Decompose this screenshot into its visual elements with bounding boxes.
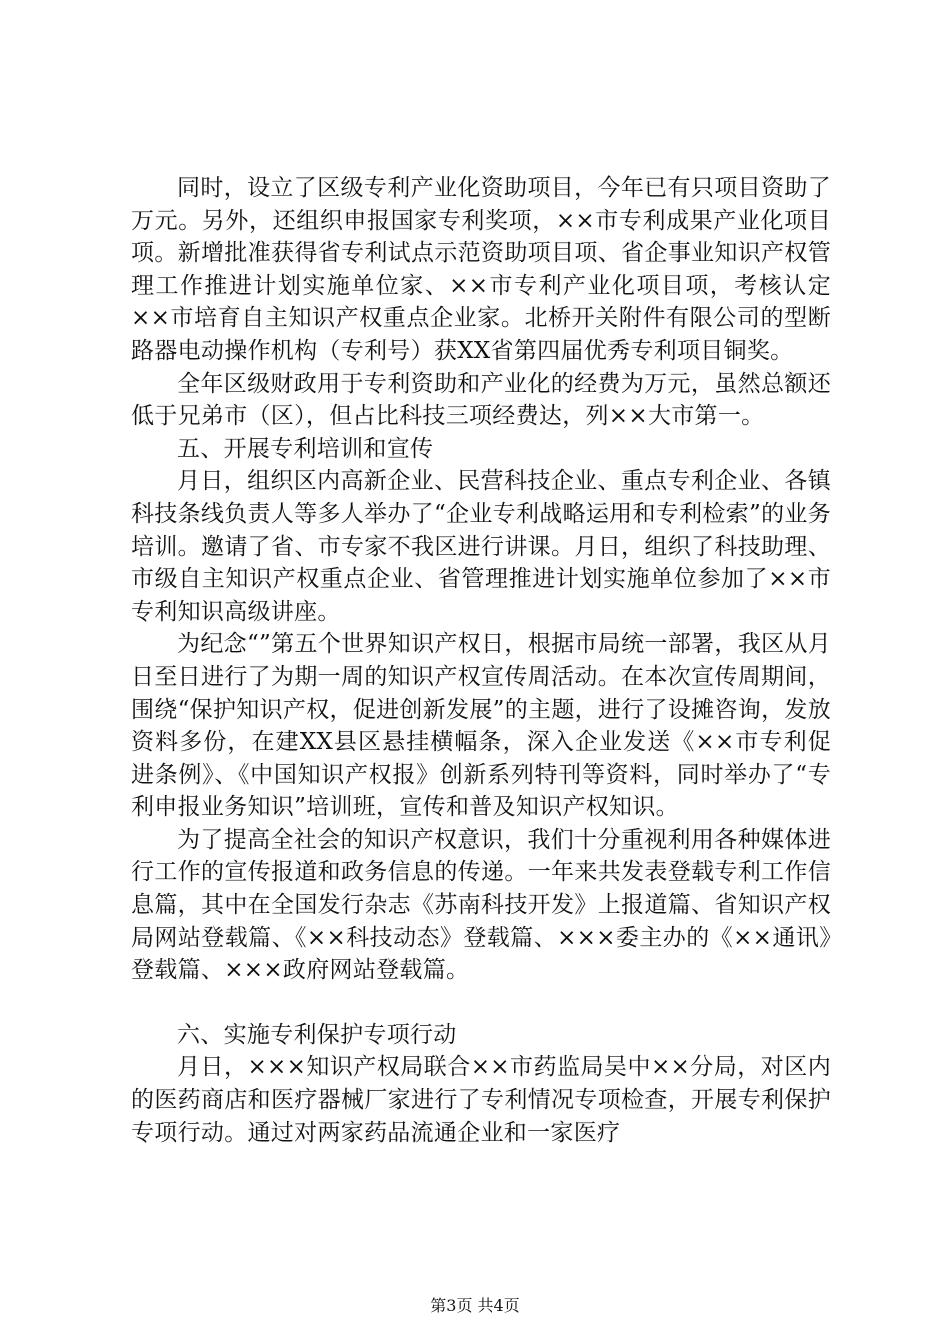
- paragraph-annual-budget: 全年区级财政用于专利资助和产业化的经费为万元，虽然总额还低于兄弟市（区），但占比科技三项经费达，列××大市第一。: [131, 370, 831, 430]
- paragraph-media: 为了提高全社会的知识产权意识，我们十分重视利用各种媒体进行工作的宣传报道和政务信息的传递。一年来共发表登载专利工作信息篇，其中在全国发行杂志《苏南科技开发》上报道篇、省知识产权局网站登载篇、《××科技动态》登载篇、×××委主办的《××通讯》登载篇、×××政府网站登载篇。: [131, 826, 831, 984]
- paragraph-training: 月日，组织区内高新企业、民营科技企业、重点专利企业、各镇科技条线负责人等多人举办了“企业专利战略运用和专利检索”的业务培训。邀请了省、市专家不我区进行讲课。月日，组织了科技助理、市级自主知识产权重点企业、省管理推进计划实施单位参加了××市专利知识高级讲座。: [131, 468, 831, 625]
- paragraph-protection: 月日，×××知识产权局联合××市药监局吴中××分局，对区内的医药商店和医疗器械厂家进行了专利情况专项检查，开展专利保护专项行动。通过对两家药品流通企业和一家医疗: [131, 1054, 831, 1146]
- document-body: [131, 172, 831, 1149]
- paragraph-ip-week: 为纪念“”第五个世界知识产权日，根据市局统一部署，我区从月日至日进行了为期一周的知识产权宣传周活动。在本次宣传周期间，围绕“保护知识产权，促进创新发展”的主题，进行了设摊咨询，发放资料多份，在建XX县区悬挂横幅条，深入企业发送《××市专利促进条例》、《中国知识产权报》创新系列特刊等资料，同时举办了“专利申报业务知识”培训班，宣传和普及知识产权知识。: [131, 631, 831, 821]
- page-footer: 第3页 共4页: [430, 1296, 520, 1315]
- section-heading-training: 五、开展专利培训和宣传: [177, 435, 434, 462]
- paragraph-patent-funding: 同时，设立了区级专利产业化资助项目，今年已有只项目资助了万元。另外，还组织申报国家专利奖项，××市专利成果产业化项目项。新增批准获得省专利试点示范资助项目项、省企事业知识产权管理工作推进计划实施单位家、××市专利产业化项目项，考核认定××市培育自主知识产权重点企业家。北桥开关附件有限公司的型断路器电动操作机构（专利号）获XX省第四届优秀专利项目铜奖。: [131, 175, 831, 364]
- section-heading-protection: 六、实施专利保护专项行动: [177, 1021, 457, 1048]
